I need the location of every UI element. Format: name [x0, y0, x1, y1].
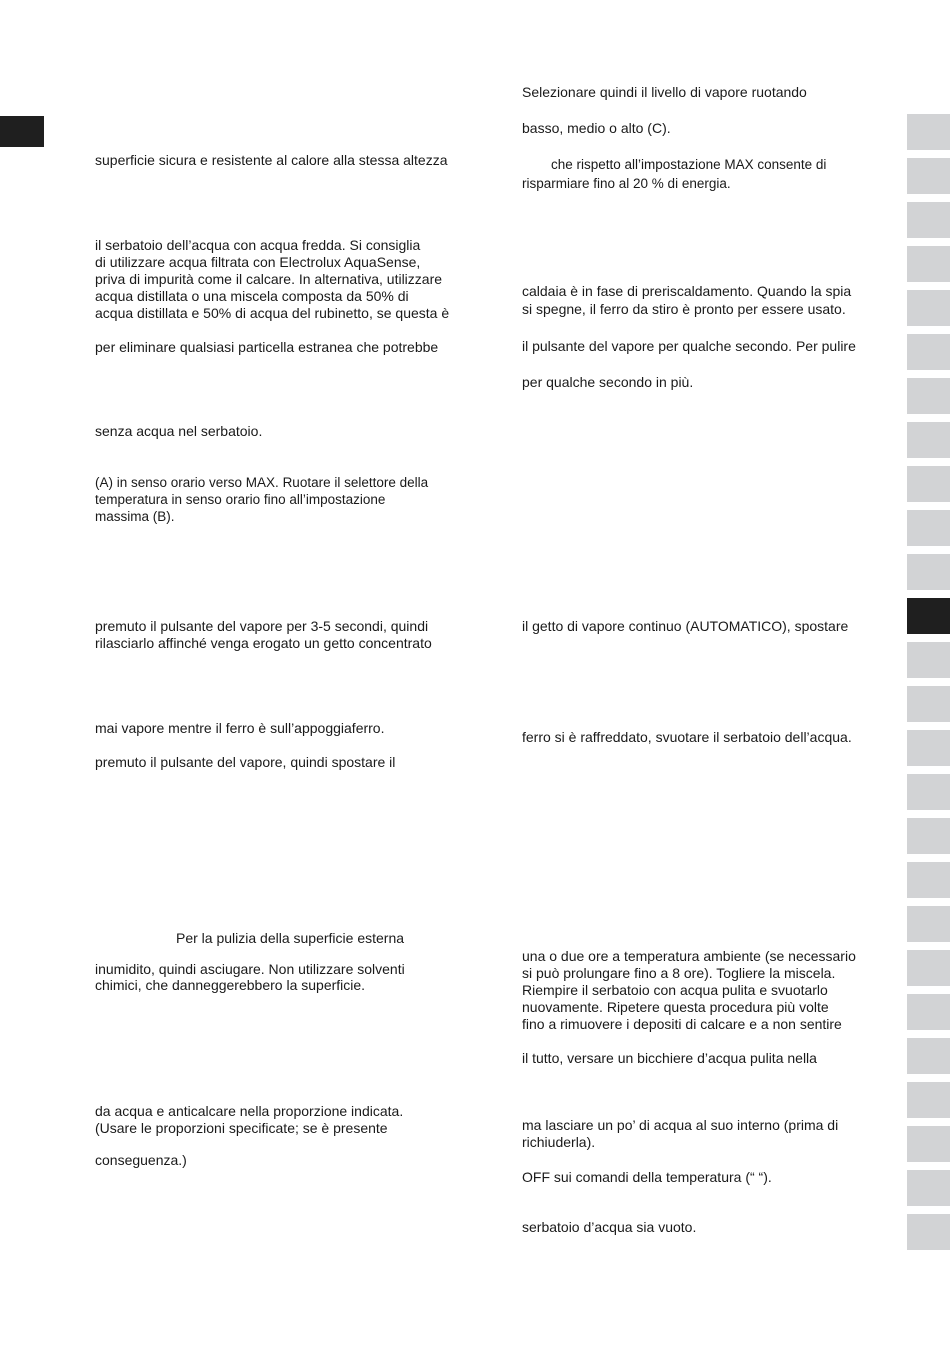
text-line: ferro si è raffreddato, svuotare il serbatoio dell’acqua.: [522, 729, 852, 745]
text-line: una o due ore a temperatura ambiente (se necessario: [522, 948, 856, 964]
section-tab[interactable]: [907, 774, 950, 810]
section-tab[interactable]: [907, 1126, 950, 1162]
text-line: si può prolungare fino a 8 ore). Togliere la miscela.: [522, 965, 836, 981]
section-tab[interactable]: [907, 422, 950, 458]
section-tab[interactable]: [907, 202, 950, 238]
text-line: il pulsante del vapore per qualche secondo. Per pulire: [522, 338, 856, 354]
text-line: mai vapore mentre il ferro è sull’appoggiaferro.: [95, 720, 385, 736]
section-tab[interactable]: [907, 818, 950, 854]
section-tab[interactable]: [907, 246, 950, 282]
text-line: (A) in senso orario verso MAX. Ruotare il selettore della: [95, 475, 429, 490]
text-line: da acqua e anticalcare nella proporzione indicata.: [95, 1103, 404, 1119]
section-tab[interactable]: [907, 906, 950, 942]
text-line: temperatura in senso orario fino all’impostazione: [95, 492, 386, 507]
text-line: premuto il pulsante del vapore per 3-5 secondi, quindi: [95, 618, 429, 634]
section-tab[interactable]: [907, 334, 950, 370]
text-line: il tutto, versare un bicchiere d’acqua pulita nella: [522, 1050, 817, 1066]
section-tab[interactable]: [907, 554, 950, 590]
section-tab[interactable]: [907, 290, 950, 326]
section-tab[interactable]: [907, 994, 950, 1030]
text-line: Riempire il serbatoio con acqua pulita e svuotarlo: [522, 982, 828, 998]
text-line: risparmiare fino al 20 % di energia.: [522, 176, 731, 191]
text-line: si spegne, il ferro da stiro è pronto per essere usato.: [522, 301, 846, 317]
text-line: inumidito, quindi asciugare. Non utilizzare solventi: [95, 961, 405, 977]
section-tab[interactable]: [907, 730, 950, 766]
text-line: ma lasciare un po’ di acqua al suo interno (prima di: [522, 1117, 839, 1133]
text-line: acqua distillata o una miscela composta da 50% di: [95, 288, 409, 304]
text-line: rilasciarlo affinché venga erogato un getto concentrato: [95, 635, 432, 651]
section-tab[interactable]: [907, 1214, 950, 1250]
text-line: caldaia è in fase di preriscaldamento. Quando la spia: [522, 283, 852, 299]
text-line: nuovamente. Ripetere questa procedura più volte: [522, 999, 829, 1015]
section-tab[interactable]: [907, 1082, 950, 1118]
section-tab[interactable]: [907, 862, 950, 898]
text-line: il serbatoio dell’acqua con acqua fredda. Si consiglia: [95, 237, 421, 253]
text-line: acqua distillata e 50% di acqua del rubinetto, se questa è: [95, 305, 450, 321]
text-line: priva di impurità come il calcare. In alternativa, utilizzare: [95, 271, 443, 287]
section-marker-tab: [0, 116, 44, 147]
text-line: che rispetto all’impostazione MAX consente di: [551, 157, 827, 172]
text-line: conseguenza.): [95, 1152, 187, 1168]
section-tab[interactable]: [907, 1170, 950, 1206]
text-line: (Usare le proporzioni specificate; se è presente: [95, 1120, 388, 1136]
text-line: il getto di vapore continuo (AUTOMATICO), spostare: [522, 618, 849, 634]
section-tab[interactable]: [907, 1038, 950, 1074]
text-line: premuto il pulsante del vapore, quindi spostare il: [95, 754, 396, 770]
text-line: per eliminare qualsiasi particella estranea che potrebbe: [95, 339, 439, 355]
text-line: Per la pulizia della superficie esterna: [176, 930, 405, 946]
text-line: fino a rimuovere i depositi di calcare e a non sentire: [522, 1016, 842, 1032]
section-tab[interactable]: [907, 642, 950, 678]
section-tab[interactable]: [907, 114, 950, 150]
section-tab[interactable]: [907, 510, 950, 546]
section-tab[interactable]: [907, 466, 950, 502]
section-tab[interactable]: [907, 158, 950, 194]
text-line: serbatoio d’acqua sia vuoto.: [522, 1219, 697, 1235]
text-line: richiuderla).: [522, 1134, 596, 1150]
text-line: senza acqua nel serbatoio.: [95, 423, 263, 439]
text-line: basso, medio o alto (C).: [522, 120, 671, 136]
text-line: chimici, che danneggerebbero la superficie.: [95, 977, 366, 993]
text-line: OFF sui comandi della temperatura (“ “).: [522, 1169, 772, 1185]
text-line: di utilizzare acqua filtrata con Electrolux AquaSense,: [95, 254, 421, 270]
section-tab[interactable]: [907, 950, 950, 986]
text-line: Selezionare quindi il livello di vapore ruotando: [522, 84, 807, 100]
text-line: massima (B).: [95, 509, 175, 524]
section-tab[interactable]: [907, 378, 950, 414]
text-line: superficie sicura e resistente al calore alla stessa altezza: [95, 152, 448, 168]
section-tab[interactable]: [907, 598, 950, 634]
section-tab[interactable]: [907, 686, 950, 722]
text-line: per qualche secondo in più.: [522, 374, 694, 390]
